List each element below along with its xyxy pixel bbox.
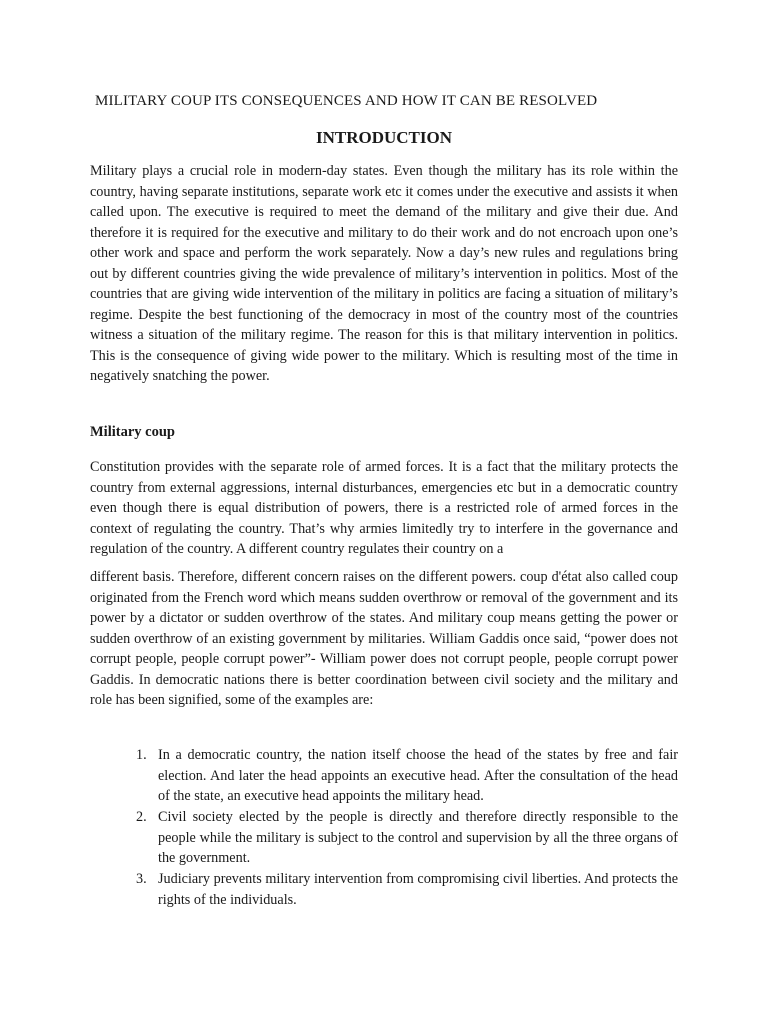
introduction-heading: INTRODUCTION [315,128,453,147]
introduction-paragraph: Military plays a crucial role in modern-day states. Even though the military has its role within the country, having separate institutions, separate work etc it comes under the executive and assists it when called upon. The executive is required to meet the demand of the military and give their due. And therefore it is required for the executive and military to do their work and do not encroach upon one’s other work and space and perform the work separately. Now a day’s new rules and regulations bring out by different countries giving the wide prevalence of military’s intervention in politics. Most of the countries that are giving wide intervention of the military in politics are facing a situation of military’s regime. Despite the best functioning of the democracy in most of the country most of the countries witness a situation of the military regime. The reason for this is that military intervention in politics. This is the consequence of giving wide power to the military. Which is resulting most of the time in negatively snatching the power. [90,163,678,384]
list-item [90,745,678,807]
list-item-number: 1. [136,747,147,763]
military-coup-paragraph-2: different basis. Therefore, different concern raises on the different powers. coup d'état also called coup originated from the French word which means sudden overthrow or removal of the government and its power by a dictator or sudden overthrow of the states. And military coup means getting the power or sudden overthrow of an existing government by militaries. William Gaddis once said, “power does not corrupt people, people corrupt power”- William power does not corrupt people, people corrupt power Gaddis. In democratic nations there is better coordination between civil society and the military and role has been signified, some of the examples are: [90,569,678,708]
list-item [90,869,678,910]
document-title: MILITARY COUP ITS CONSEQUENCES AND HOW IT CAN BE RESOLVED [95,93,598,109]
examples-list [90,745,678,911]
list-item-text: Civil society elected by the people is directly and therefore directly responsible to the people while the military is subject to the control and supervision by all the three organs of the government. [158,809,678,866]
list-item [90,807,678,869]
military-coup-paragraph-1: Constitution provides with the separate role of armed forces. It is a fact that the military protects the country from external aggressions, internal disturbances, emergencies etc but in a democratic country even though there is equal distribution of powers, there is a restricted role of armed forces in the context of regulating the country. That’s why armies limitedly try to interfere in the governance and regulation of the country. A different country regulates their country on a [90,459,678,557]
military-coup-heading: Military coup [90,424,175,440]
list-item-number: 3. [136,871,147,887]
list-item-text: In a democratic country, the nation itself choose the head of the states by free and fair election. And later the head appoints an executive head. After the consultation of the head of the state, an executive head appoints the military head. [158,747,678,804]
list-item-number: 2. [136,809,147,825]
list-item-text: Judiciary prevents military intervention from compromising civil liberties. And protects the rights of the individuals. [158,871,678,908]
